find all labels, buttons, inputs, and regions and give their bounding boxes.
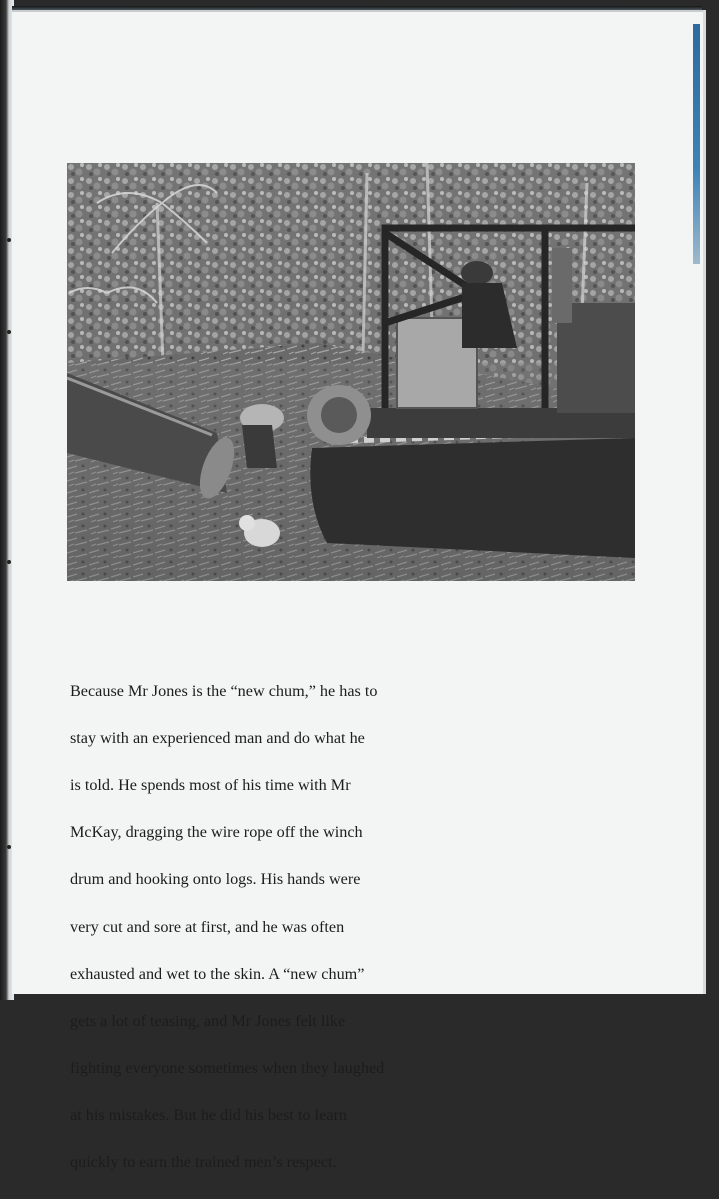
- binding-stitch: [7, 845, 11, 849]
- caption-line: at his mistakes. But he did his best to learn: [70, 1106, 347, 1125]
- bulldozer-photo: [67, 163, 635, 581]
- cover-edge: [693, 24, 700, 264]
- caption-line: Because Mr Jones is the “new chum,” he has to: [70, 681, 378, 700]
- caption-line: quickly to earn the trained men’s respect.: [70, 1153, 337, 1172]
- binding-stitch: [7, 330, 11, 334]
- caption-line: McKay, dragging the wire rope off the winch: [70, 823, 363, 842]
- caption-line: exhausted and wet to the skin. A “new chum”: [70, 964, 365, 983]
- caption-line: stay with an experienced man and do what he: [70, 728, 365, 747]
- caption-line: fighting everyone sometimes when they laughed: [70, 1059, 385, 1078]
- caption-line: is told. He spends most of his time with Mr: [70, 775, 351, 794]
- binding-stitch: [7, 560, 11, 564]
- caption-line: drum and hooking onto logs. His hands were: [70, 870, 361, 889]
- caption-text: [70, 656, 440, 1199]
- binding-stitch: [7, 238, 11, 242]
- caption-line: gets a lot of teasing, and Mr Jones felt like: [70, 1011, 346, 1030]
- caption-line: very cut and sore at first, and he was often: [70, 917, 345, 936]
